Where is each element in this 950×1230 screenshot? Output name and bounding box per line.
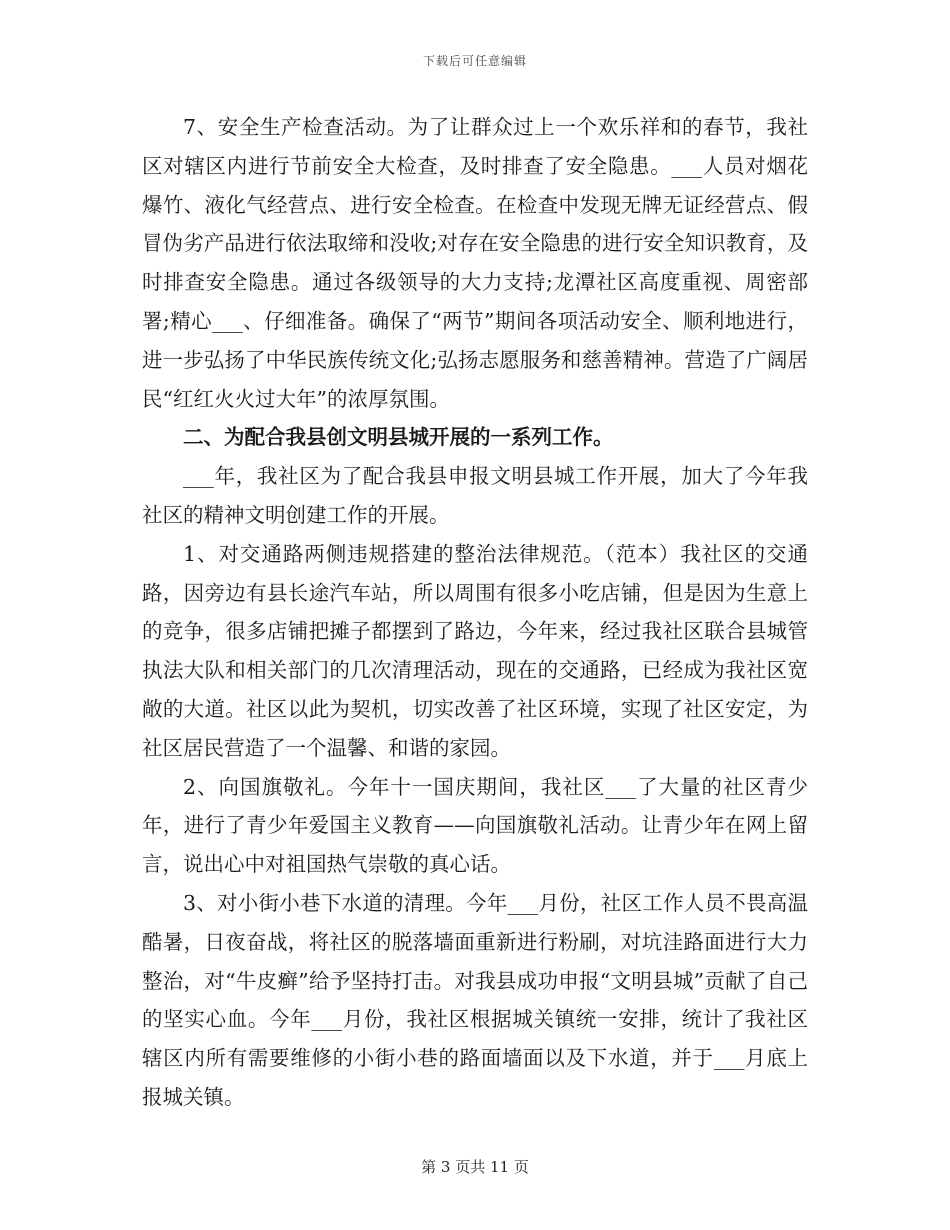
paragraph-drainage-cleanup: 3、对小街小巷下水道的清理。今年___月份，社区工作人员不畏高温酷暑，日夜奋战，将社区的脱落墙面重新进行粉刷，对坑洼路面进行大力整治，对“牛皮癣”给予坚持打击。对我县成功申报“文明县城”贡献了自己的坚实心血。今年___月份，我社区根据城关镇统一安排，统计了我社区辖区内所有需要维修的小街小巷的路面墙面以及下水道，并于___月底上报城关镇。 bbox=[142, 890, 808, 1109]
paragraph-safety-inspection: 7、安全生产检查活动。为了让群众过上一个欢乐祥和的春节，我社区对辖区内进行节前安全大检查，及时排查了安全隐患。___人员对烟花爆竹、液化气经营点、进行安全检查。在检查中发现无牌无证经营点、假冒伪劣产品进行依法取缔和没收;对存在安全隐患的进行安全知识教育，及时排查安全隐患。通过各级领导的大力支持;龙潭社区高度重视、周密部署;精心___、仔细准备。确保了“两节”期间各项活动安全、顺利地进行，进一步弘扬了中华民族传统文化;弘扬志愿服务和慈善精神。营造了广阔居民“红红火火过大年”的浓厚氛围。 bbox=[142, 115, 808, 411]
document-body bbox=[142, 108, 808, 1117]
paragraph-civilization-intro: ___年，我社区为了配合我县申报文明县城工作开展，加大了今年我社区的精神文明创建工作的开展。 bbox=[142, 464, 808, 527]
section-heading: 二、为配合我县创文明县城开展的一系列工作。 bbox=[183, 425, 614, 450]
page-header: 下载后可任意编辑 bbox=[422, 54, 527, 68]
paragraph-traffic-road: 1、对交通路两侧违规搭建的整治法律规范。（范本）我社区的交通路，因旁边有县长途汽车站，所以周围有很多小吃店铺，但是因为生意上的竞争，很多店铺把摊子都摆到了路边，今年来，经过我社区联合县城管执法大队和相关部门的几次清理活动，现在的交通路，已经成为我社区宽敞的大道。社区以此为契机，切实改善了社区环境，实现了社区安定，为社区居民营造了一个温馨、和谐的家园。 bbox=[142, 541, 808, 760]
page-footer: 第 3 页共 11 页 bbox=[421, 1158, 529, 1176]
paragraph-flag-salute: 2、向国旗敬礼。今年十一国庆期间，我社区___了大量的社区青少年，进行了青少年爱国主义教育——向国旗敬礼活动。让青少年在网上留言，说出心中对祖国热气崇敬的真心话。 bbox=[142, 774, 808, 877]
